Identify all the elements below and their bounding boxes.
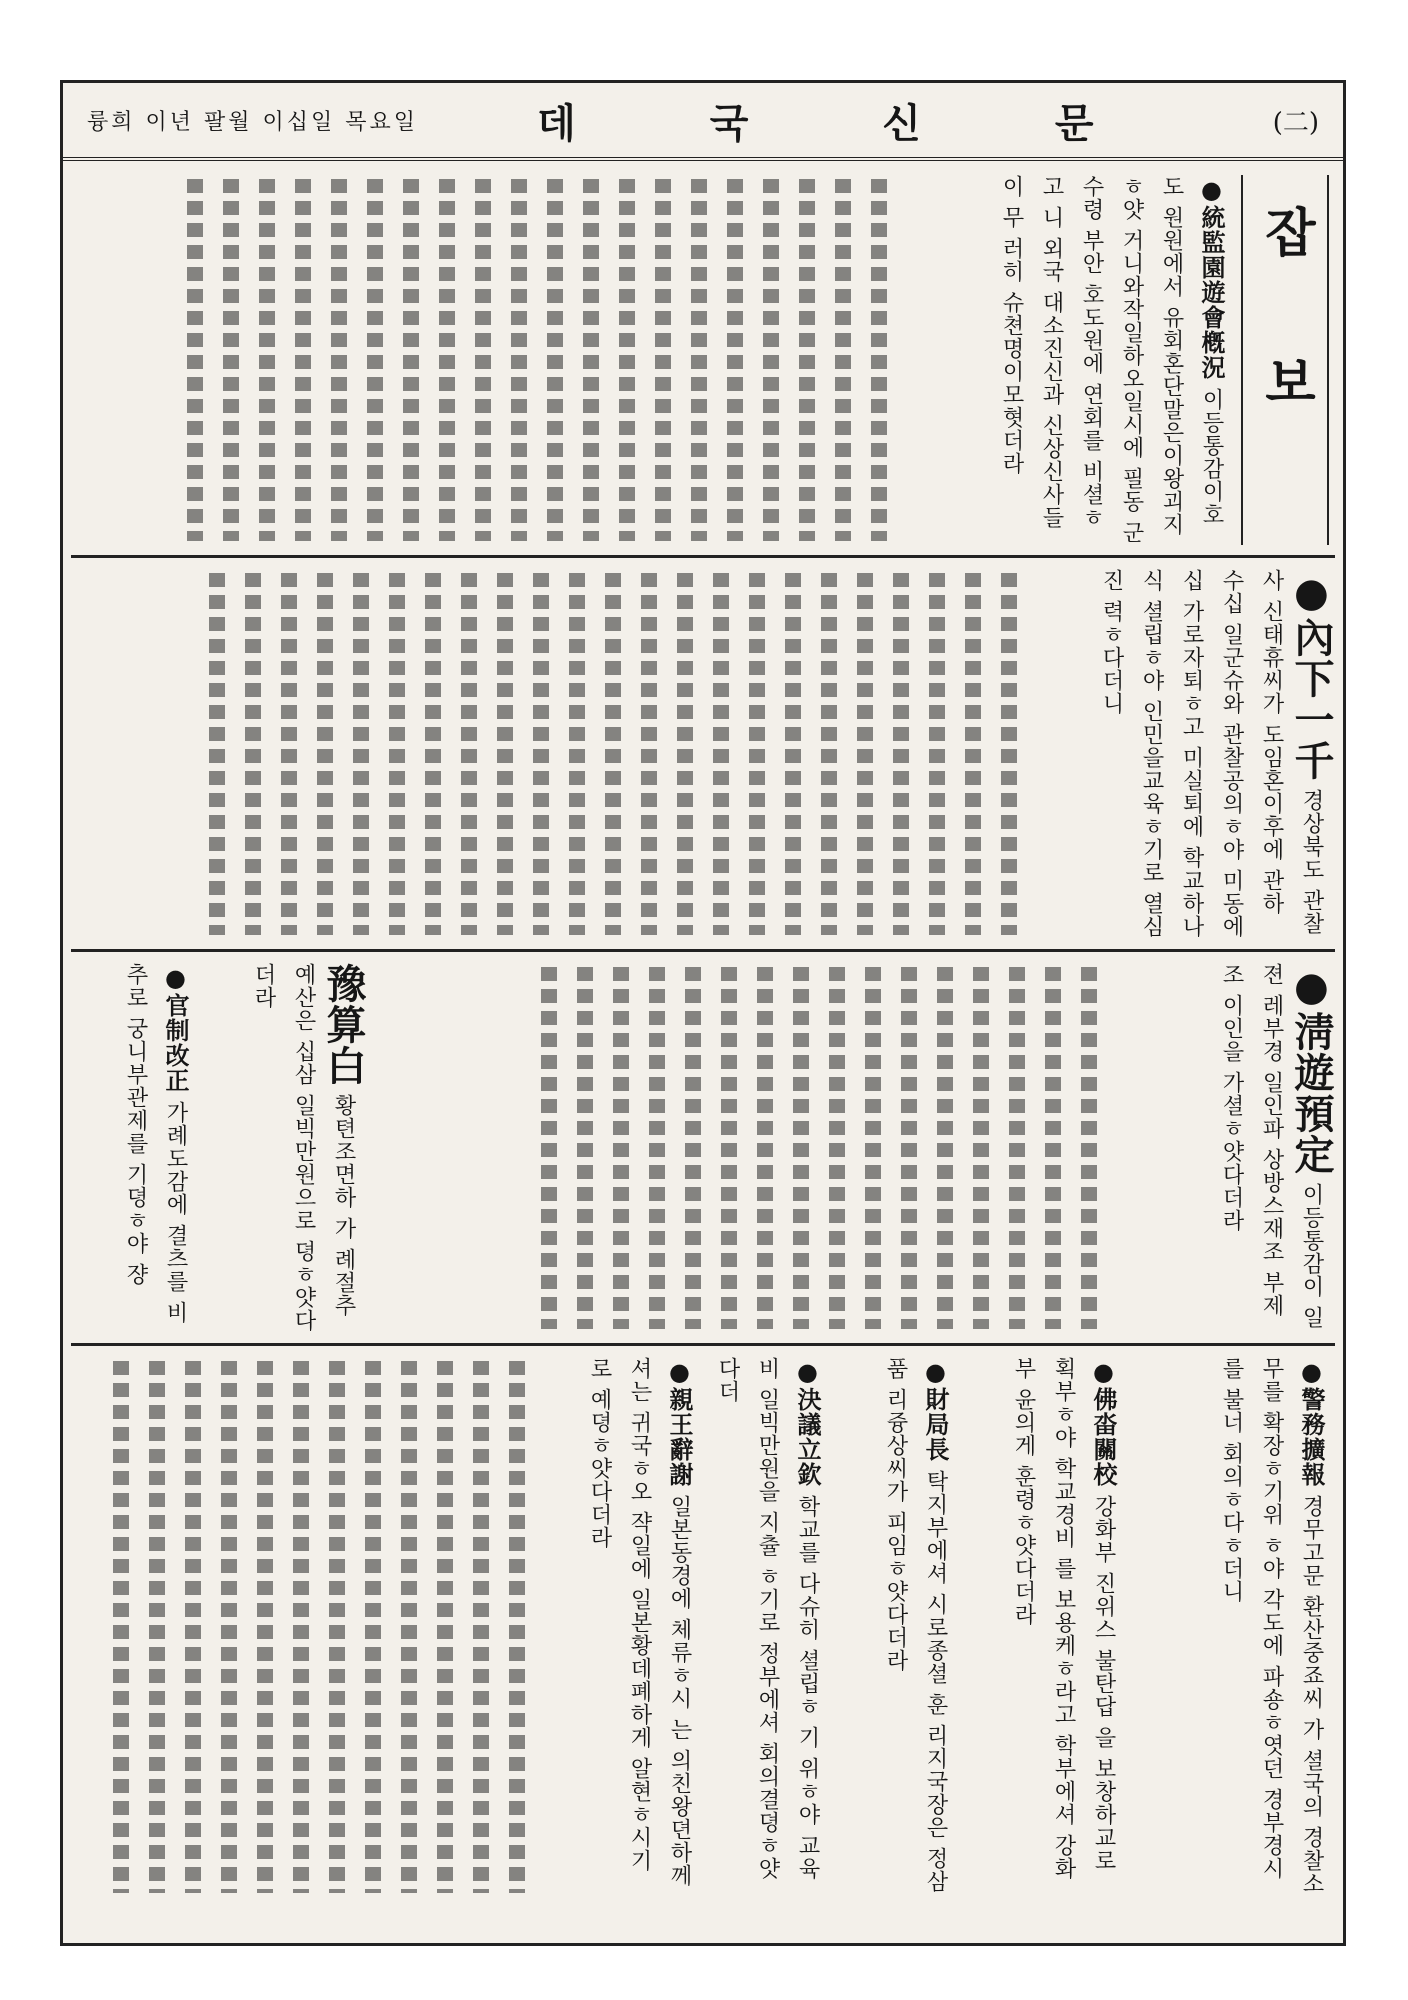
article-body: 탁지부에셔 시로종셜 훈 리지국장은 정삼품 리즁상씨가 피임ㅎ얏다더라 [883, 1357, 948, 1893]
text-columns [367, 953, 1107, 1343]
article-body: 학교를 다슈히 셜립ㅎ 기 위ㅎ야 교육비 일빅만원을 지츌 ㅎ기로 정부에셔 회의결뎡ㅎ얏다더 [715, 1357, 820, 1880]
article-heading: 豫算白 [320, 963, 367, 1086]
article-body: 이등통감이 일젼 레부경 일인파 상방스재조 부제조 이인을 가셜ㅎ얏다더라 [1219, 963, 1324, 1329]
tier-4 [71, 1347, 1335, 1907]
article-chinwang [535, 1347, 703, 1907]
article-naegak [1027, 559, 1335, 949]
section-heading: 잡 보 [1241, 175, 1329, 545]
masthead [63, 83, 1343, 161]
article-body: 일본동경에 체류ㅎ시 는 의친왕뎐하께셔는 귀국ㅎ오 쟉일에 일본황데폐하게 알현ㅎ시기 로 예뎡ㅎ얏다더라 [587, 1357, 692, 1887]
tier-2 [71, 559, 1335, 952]
text-columns [71, 165, 897, 555]
text-columns [71, 1347, 535, 1907]
tier-3 [71, 953, 1335, 1346]
article-body: 강화부 진위스 불탄답 을 보창하교로 획부ㅎ야 학교경비 를 보용케ㅎ라고 학부에셔 강화부 윤의게 훈령ㅎ얏다더라 [1011, 1357, 1116, 1880]
newspaper-page [60, 80, 1346, 1946]
article-heading: ●佛畓關校 [1089, 1357, 1118, 1487]
article-body: 경무고문 환산중죠씨 가 셜국의 경찰소무를 확장ㅎ기위 ㅎ야 각도에 파숑ㅎ엿던 경부경시 를 불너 회의ㅎ다ㅎ더니 [1219, 1357, 1324, 1895]
article-heading: ●統監園遊會槪況 [1197, 175, 1226, 380]
article-heading: ●內下一千 [1288, 569, 1335, 781]
article-heading: ●決議立欽 [793, 1357, 822, 1487]
article-body: 이등통감이호도 원원에서 유회혼단말은이왕괴지ㅎ얏 거니와작일하오일시에 필동 군수령 부안 호도원에 연회를 비셜ㅎ고 니 외국 대소진신과 신상신사들이 무 러히 슈쳔명이모혓더라 [999, 175, 1224, 544]
article-ganghwa [959, 1347, 1127, 1907]
article-gyeongmu [1127, 1347, 1335, 1907]
masthead-date: 륭희 이년 팔월 이십일 목요일 [87, 109, 418, 135]
text-columns [71, 559, 1027, 949]
article-heading: ●官制改正 [161, 963, 190, 1093]
article-heading: ●親王辭謝 [665, 1357, 694, 1487]
article-jaebu [831, 1347, 959, 1907]
article-heading: ●淸遊預定 [1288, 963, 1335, 1175]
article-tongam [897, 165, 1235, 555]
tier-1 [71, 165, 1335, 558]
article-body: 황텬조면하 가 례절추 예산은 십삼 일빅만원으로 뎡ㅎ얏다더라 [251, 963, 356, 1332]
article-heading: ●財局長 [921, 1357, 950, 1462]
article-yesan [199, 953, 367, 1343]
page-number: (二) [1272, 107, 1319, 138]
newspaper-title: 데 국 신 문 [537, 99, 1154, 147]
article-cheongyu [1107, 953, 1335, 1343]
article-heading: ●警務擴報 [1297, 1357, 1326, 1487]
article-body: 경상북도 관찰사 신태휴씨가 도임혼이후에 관하 수십 일군슈와 관찰공의ㅎ야 미동에 십 가로자퇴ㅎ고 미실퇴에 학교하나식 셜립ㅎ야 인민을교육ㅎ기로 열심진 력ㅎ다더니 [1099, 569, 1324, 938]
article-gyoyuk [703, 1347, 831, 1907]
article-body: 가례도감에 결츠를 비추로 궁니부관제를 기뎡ㅎ야 쟝 [123, 963, 188, 1324]
article-gwanje [71, 953, 199, 1343]
